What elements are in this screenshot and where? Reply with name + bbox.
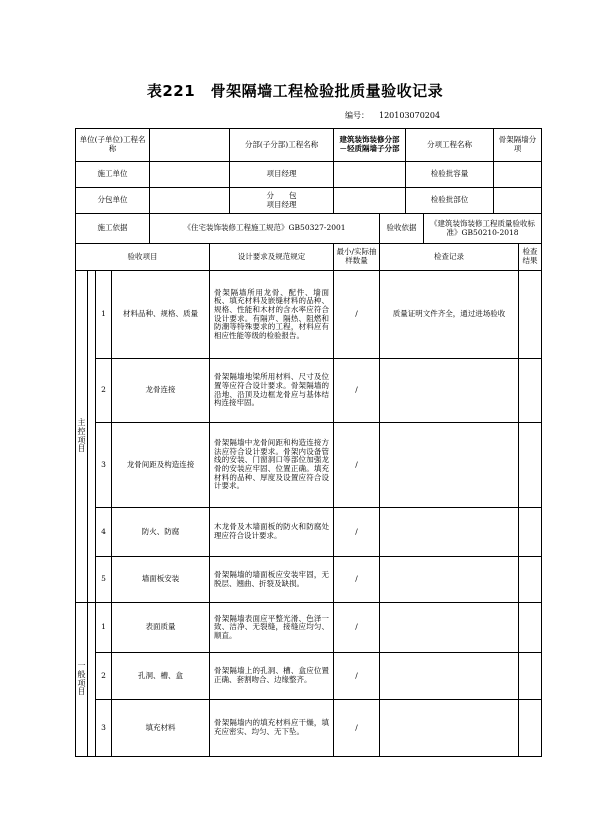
construction-basis-value: 《住宅装饰装修工程施工规范》GB50327-2001 <box>150 214 380 244</box>
item-requirement: 骨架隔墙中龙骨间距和构造连接方法应符合设计要求。骨架内设备管线的安装、门窗洞口等部位加强龙骨的安装应牢固、位置正确。填充材料的品种、厚度及设置应符合设计要求。 <box>210 423 334 508</box>
batch-part-label: 检验批部位 <box>406 188 494 214</box>
column-header-sampling: 最小/实际抽样数量 <box>334 244 380 271</box>
item-result[interactable] <box>519 700 542 757</box>
item-requirement: 骨架隔墙上的孔洞、槽、盒应位置正确、套割吻合、边缘整齐。 <box>210 653 334 700</box>
item-name: 表面质量 <box>112 603 210 653</box>
item-sampling[interactable]: / <box>334 653 380 700</box>
table-row <box>76 423 542 508</box>
item-sampling[interactable]: / <box>334 508 380 557</box>
item-name: 防火、防腐 <box>112 508 210 557</box>
sub-project-manager-value[interactable] <box>334 188 406 214</box>
item-number: 5 <box>96 557 112 603</box>
column-header-items: 验收项目 <box>76 244 210 271</box>
acceptance-basis-label: 验收依据 <box>380 214 424 244</box>
section-divider <box>88 603 96 757</box>
item-record[interactable] <box>380 603 519 653</box>
constructor-label: 施工单位 <box>76 162 150 188</box>
subcontractor-label: 分包单位 <box>76 188 150 214</box>
main-section-label: 主控项目 <box>76 271 88 603</box>
item-record[interactable] <box>380 557 519 603</box>
table-row <box>76 359 542 423</box>
item-result[interactable] <box>519 603 542 653</box>
item-result[interactable] <box>519 508 542 557</box>
item-result[interactable] <box>519 359 542 423</box>
item-name: 填充材料 <box>112 700 210 757</box>
batch-capacity-value[interactable] <box>494 162 542 188</box>
column-header-record: 检查记录 <box>380 244 519 271</box>
item-number: 4 <box>96 508 112 557</box>
item-sampling[interactable]: / <box>334 271 380 359</box>
unit-name-label: 单位(子单位)工程名称 <box>76 129 150 162</box>
acceptance-record-table <box>75 128 542 757</box>
item-number: 1 <box>96 603 112 653</box>
item-requirement: 骨架隔墙地梁所用材料、尺寸及位置等应符合设计要求。骨架隔墙的沿地、沿顶及边框龙骨应与基体结构连接牢固。 <box>210 359 334 423</box>
column-header-row <box>76 244 542 271</box>
item-name-value[interactable]: 骨架隔墙分项 <box>494 129 542 162</box>
item-name: 龙骨连接 <box>112 359 210 423</box>
table-row <box>76 603 542 653</box>
item-requirement: 骨架隔墙表面应平整光滑、色泽一致、洁净、无裂缝，接缝应均匀、顺直。 <box>210 603 334 653</box>
table-row <box>76 557 542 603</box>
subcontractor-value[interactable] <box>150 188 230 214</box>
general-section-label: 一般项目 <box>76 603 88 757</box>
unit-name-value[interactable] <box>150 129 230 162</box>
constructor-value[interactable] <box>150 162 230 188</box>
item-record[interactable] <box>380 700 519 757</box>
item-result[interactable] <box>519 423 542 508</box>
header-row <box>76 129 542 162</box>
item-sampling[interactable]: / <box>334 359 380 423</box>
item-requirement: 木龙骨及木墙面板的防火和防腐处理应符合设计要求。 <box>210 508 334 557</box>
subcontractor-row <box>76 188 542 214</box>
item-name: 材料品种、规格、质量 <box>112 271 210 359</box>
column-header-requirement: 设计要求及规范规定 <box>210 244 334 271</box>
table-row <box>76 700 542 757</box>
table-row <box>76 653 542 700</box>
item-name-label: 分项工程名称 <box>406 129 494 162</box>
construction-basis-label: 施工依据 <box>76 214 150 244</box>
item-name: 龙骨间距及构造连接 <box>112 423 210 508</box>
item-number: 3 <box>96 700 112 757</box>
item-result[interactable] <box>519 653 542 700</box>
column-header-result: 检查结果 <box>519 244 542 271</box>
item-sampling[interactable]: / <box>334 423 380 508</box>
project-manager-value[interactable] <box>334 162 406 188</box>
acceptance-basis-value: 《建筑装饰装修工程质量验收标准》GB50210-2018 <box>424 214 542 244</box>
project-manager-label: 项目经理 <box>230 162 334 188</box>
item-number: 3 <box>96 423 112 508</box>
document-number <box>345 110 440 121</box>
item-record[interactable] <box>380 359 519 423</box>
item-requirement: 骨架隔墙内的填充材料应干燥，填充应密实、均匀、无下坠。 <box>210 700 334 757</box>
item-result[interactable] <box>519 557 542 603</box>
item-name: 孔洞、槽、盒 <box>112 653 210 700</box>
table-row <box>76 508 542 557</box>
document-number-label: 编号： <box>345 111 369 120</box>
section-divider <box>88 271 96 603</box>
item-sampling[interactable]: / <box>334 700 380 757</box>
item-sampling[interactable]: / <box>334 557 380 603</box>
item-name: 墙面板安装 <box>112 557 210 603</box>
item-record[interactable] <box>380 653 519 700</box>
item-record[interactable] <box>380 508 519 557</box>
item-number: 2 <box>96 653 112 700</box>
item-requirement: 骨架隔墙的墙面板应安装牢固，无脱层、翘曲、折裂及缺损。 <box>210 557 334 603</box>
batch-capacity-label: 检验批容量 <box>406 162 494 188</box>
item-sampling[interactable]: / <box>334 603 380 653</box>
table-row <box>76 271 542 359</box>
item-requirement: 骨架隔墙所用龙骨、配件、墙面板、填充材料及嵌缝材料的品种、规格、性能和木材的含水率应符合设计要求。有隔声、隔热、阻燃和防潮等特殊要求的工程，材料应有相应性能等级的检验报告。 <box>210 271 334 359</box>
item-number: 2 <box>96 359 112 423</box>
sub-project-manager-label: 分 包 项目经理 <box>230 188 334 214</box>
constructor-row <box>76 162 542 188</box>
item-result[interactable] <box>519 271 542 359</box>
item-record[interactable] <box>380 423 519 508</box>
part-name-value[interactable]: 建筑装饰装修分部－轻质隔墙子分部 <box>334 129 406 162</box>
document-number-value: 120103070204 <box>379 111 441 120</box>
item-record[interactable]: 质量证明文件齐全，通过进场验收 <box>380 271 519 359</box>
batch-part-value[interactable] <box>494 188 542 214</box>
page-title: 表221 骨架隔墙工程检验批质量验收记录 <box>146 82 444 100</box>
item-number: 1 <box>96 271 112 359</box>
part-name-label: 分部(子分部)工程名称 <box>230 129 334 162</box>
basis-row <box>76 214 542 244</box>
